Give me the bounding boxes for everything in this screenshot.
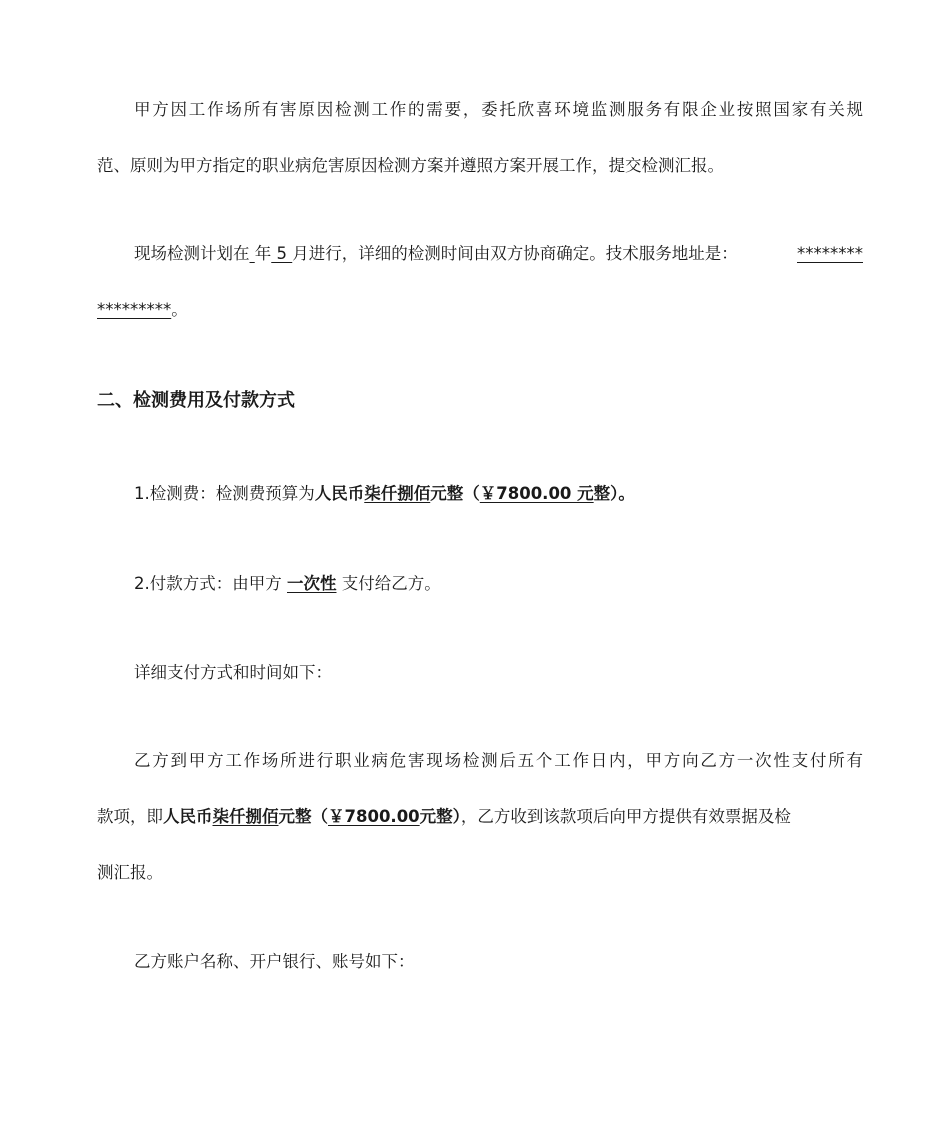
paragraph-line: 详细支付方式和时间如下： (134, 663, 332, 682)
address-value-part2: ********* (97, 300, 172, 319)
fee-end: 。 (618, 484, 635, 503)
paragraph-account-intro (97, 934, 863, 990)
payment-amount-unit: 元整（ (278, 807, 328, 826)
paragraph-line: 甲方因工作场所有害原因检测工作的需要，委托欣喜环境监测服务有限企业按照国家有关规 (134, 100, 863, 119)
address-end: 。 (171, 300, 188, 319)
payment-detail-pre: 款项，即 (97, 807, 163, 826)
payment-amount-chinese: 柒仟捌佰 (212, 807, 279, 826)
fee-amount-chinese: 柒仟捌佰 (364, 484, 431, 503)
fee-amount-end: 整） (593, 484, 619, 503)
payment-amount-number: ￥7800.00 (328, 807, 420, 826)
section-heading: 二、检测费用及付款方式 (97, 390, 295, 411)
paragraph-line (97, 226, 863, 282)
payment-label: 2.付款方式：由甲方 (134, 574, 287, 593)
payment-detail-post: ，乙方收到该款项后向甲方提供有效票据及检 (460, 807, 791, 826)
paragraph-detail-intro (97, 645, 863, 701)
paragraph-payment-detail (97, 733, 863, 901)
schedule-suffix: 月进行，详细的检测时间由双方协商确定。技术服务地址是： (292, 244, 738, 263)
payment-amount-end: 元整） (419, 807, 461, 826)
year-label: 年 (254, 244, 272, 263)
schedule-prefix: 现场检测计划在 (134, 244, 250, 263)
payment-amount-prefix: 人民币 (163, 807, 213, 826)
fee-amount-number: ￥7800.00 元 (479, 484, 594, 503)
paragraph-payment-method (97, 556, 863, 612)
payment-method-value: 一次性 (287, 574, 337, 593)
paragraph-line (97, 789, 863, 845)
paragraph-fee (97, 466, 863, 522)
payment-suffix: 支付给乙方。 (336, 574, 441, 593)
month-value: 5 (271, 244, 293, 263)
paragraph-line: 乙方账户名称、开户银行、账号如下： (134, 952, 415, 971)
fee-amount-prefix: 人民币 (314, 484, 365, 503)
paragraph-line (97, 466, 863, 522)
paragraph-line (97, 556, 863, 612)
paragraph-line: 乙方到甲方工作场所进行职业病危害现场检测后五个工作日内，甲方向乙方一次性支付所有 (134, 751, 863, 770)
paragraph-line: 范、原则为甲方指定的职业病危害原因检测方案并遵照方案开展工作，提交检测汇报。 (97, 156, 724, 175)
paragraph-entrustment (97, 82, 863, 194)
fee-label: 1.检测费：检测费预算为 (134, 484, 315, 503)
paragraph-line (97, 282, 863, 338)
paragraph-schedule (97, 226, 863, 338)
paragraph-line: 测汇报。 (97, 863, 163, 882)
fee-amount-unit: 元整（ (430, 484, 480, 503)
address-value-part1: ******** (797, 244, 863, 263)
